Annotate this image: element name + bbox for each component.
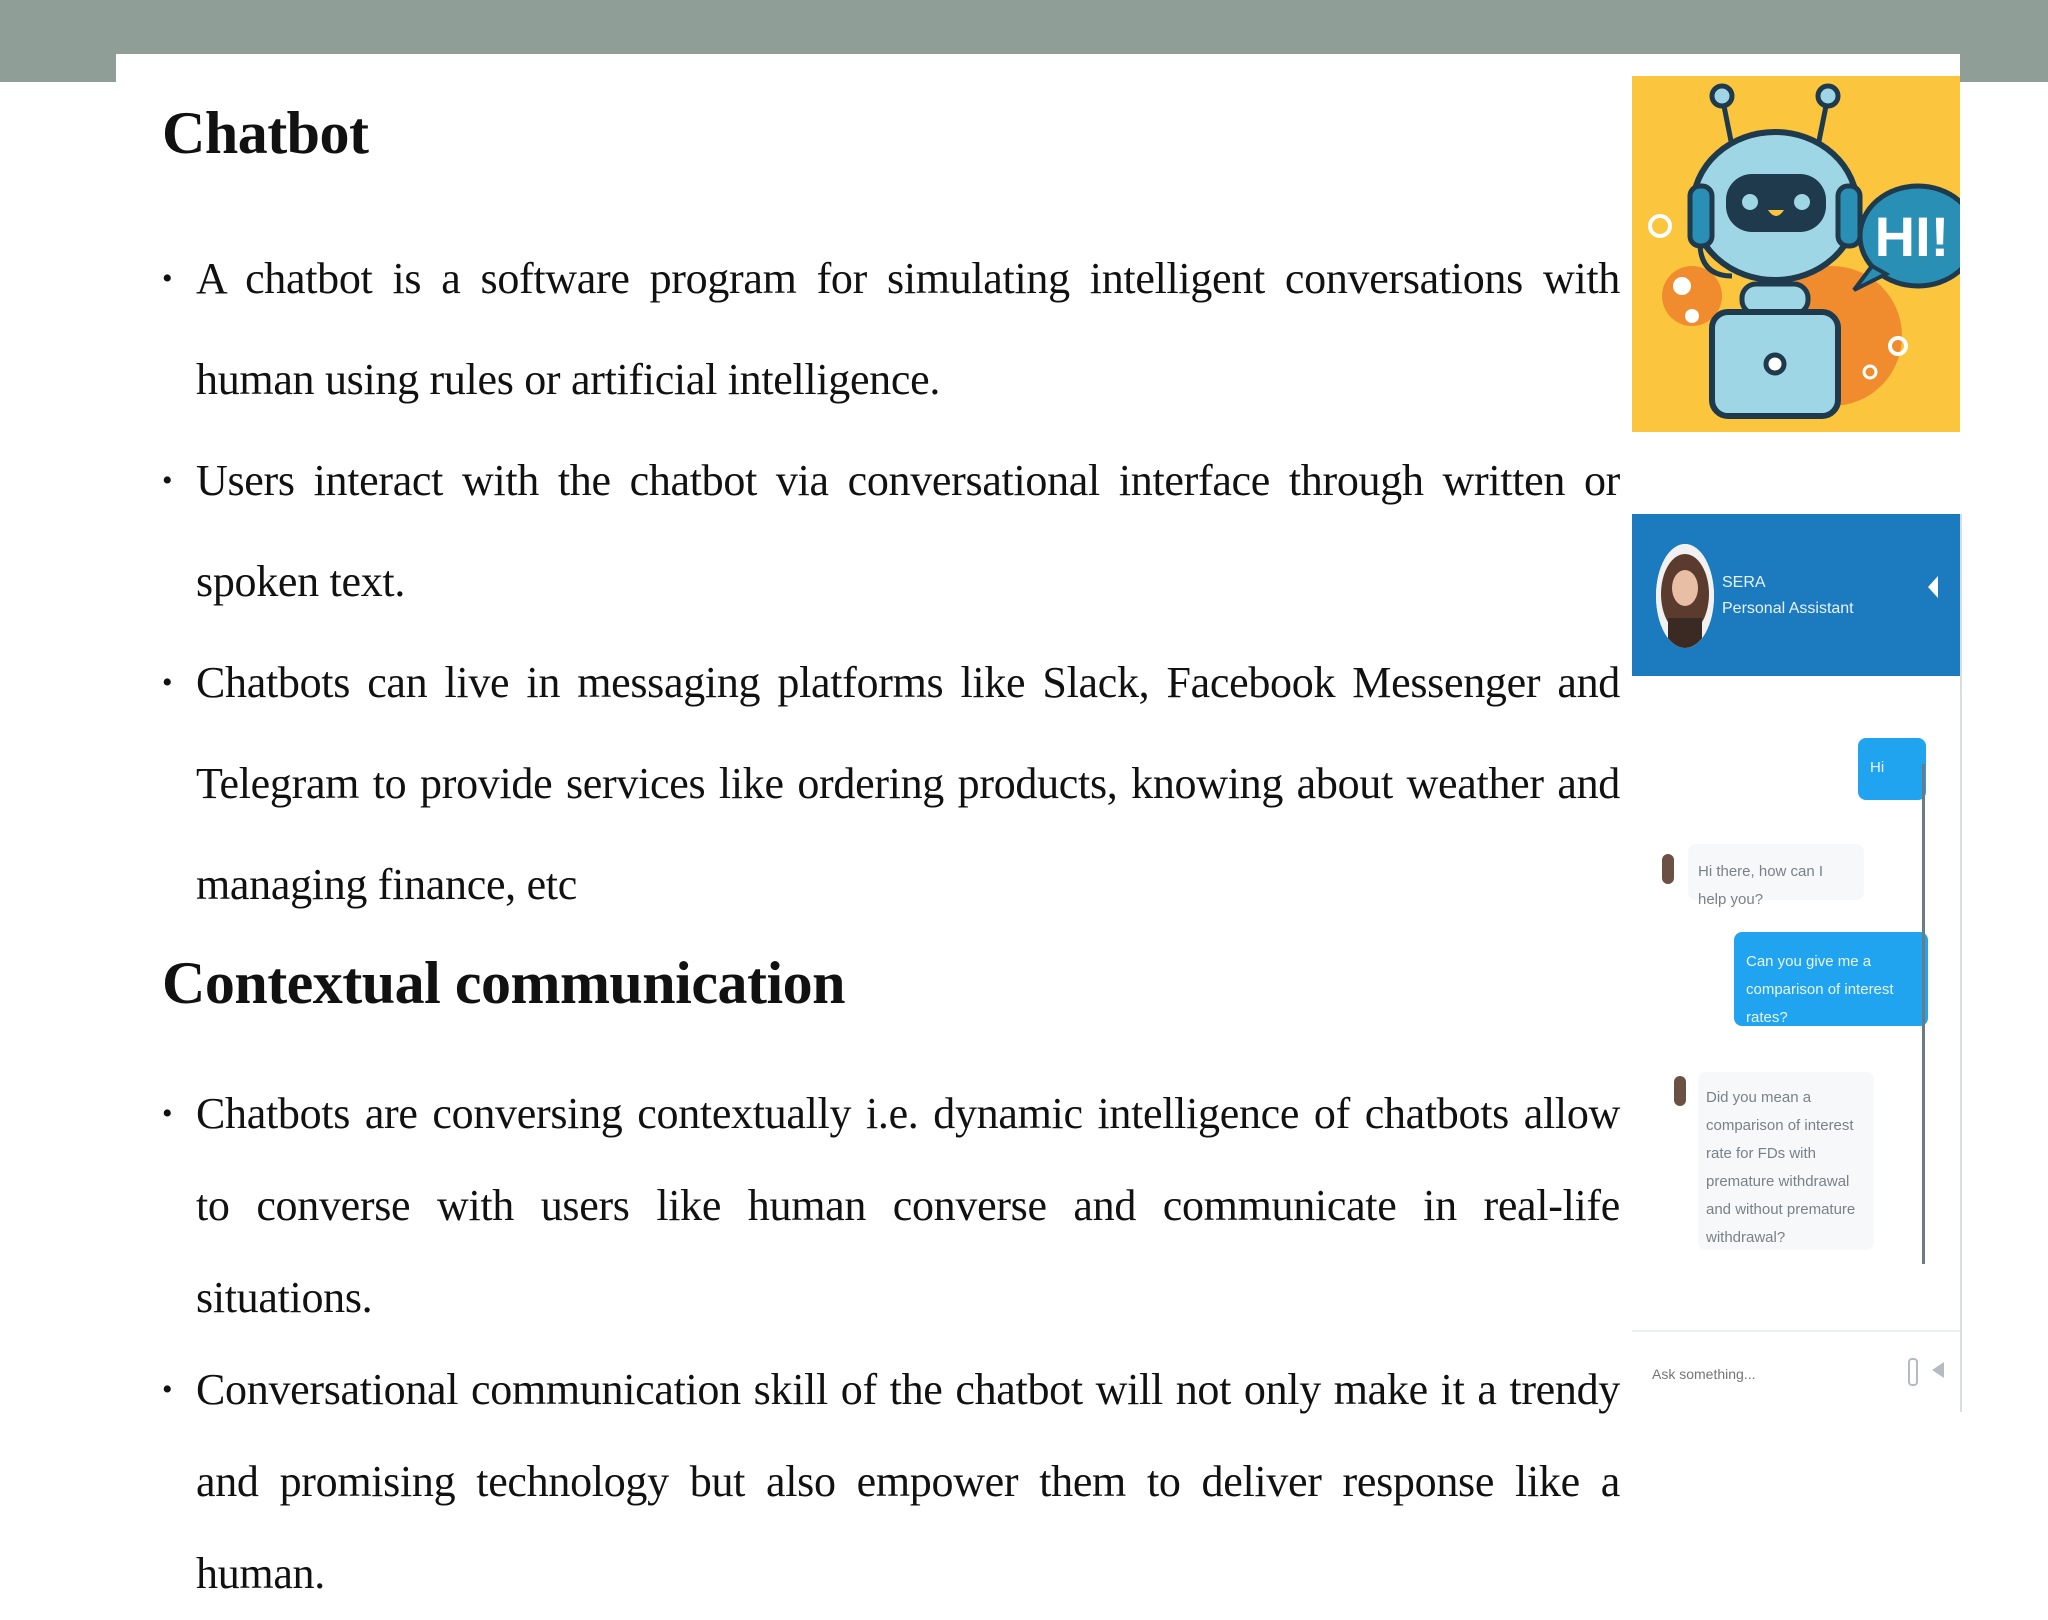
send-icon[interactable] [1932, 1362, 1944, 1378]
section-heading-chatbot: Chatbot [162, 100, 369, 166]
chat-message-input[interactable] [1650, 1358, 1874, 1390]
bullet-glyph: • [162, 464, 173, 497]
bullet-text: Users interact with the chatbot via conversational interface through written or spoken text. [196, 456, 1620, 606]
bullet-glyph: • [162, 1097, 173, 1130]
robot-illustration [1632, 76, 1960, 432]
chat-scrollbar[interactable] [1922, 764, 1925, 1264]
chat-input-bar [1632, 1330, 1960, 1412]
bot-message: Hi there, how can I help you? [1688, 844, 1864, 900]
bullet-glyph: • [162, 1373, 173, 1406]
section-heading-contextual: Contextual communication [162, 950, 845, 1016]
list-item [162, 1344, 1620, 1620]
robot-icon [1632, 76, 1960, 432]
assistant-name: SERA [1722, 574, 1766, 591]
bullet-glyph: • [162, 262, 173, 295]
bullet-text: Chatbots are conversing contextually i.e. dynamic intelligence of chatbots allow to converse with users like human converse and communicate in real-life situations. [196, 1089, 1620, 1322]
list-item [162, 228, 1620, 430]
bullet-text: A chatbot is a software program for simulating intelligent conversations with human using rules or artificial intelligence. [196, 254, 1620, 404]
assistant-avatar [1656, 544, 1714, 648]
bullet-glyph: • [162, 666, 173, 699]
bot-avatar-icon [1662, 854, 1674, 884]
speech-bubble-text: HI! [1874, 205, 1950, 268]
list-item [162, 430, 1620, 632]
chat-widget [1632, 514, 1962, 1412]
bot-avatar-icon [1674, 1076, 1686, 1106]
bot-message: Did you mean a comparison of interest rate for FDs with premature withdrawal and without premature withdrawal? [1698, 1072, 1874, 1250]
bullet-text: Conversational communication skill of the chatbot will not only make it a trendy and promising technology but also empower them to deliver response like a human. [196, 1365, 1620, 1598]
list-item [162, 632, 1620, 935]
bullet-list-chatbot [162, 228, 1620, 935]
list-item [162, 1068, 1620, 1344]
user-message: Can you give me a comparison of interest rates? [1734, 932, 1928, 1026]
bullet-list-contextual [162, 1068, 1620, 1620]
user-message: Hi [1858, 738, 1926, 800]
attach-icon[interactable] [1908, 1358, 1918, 1386]
bullet-text: Chatbots can live in messaging platforms like Slack, Facebook Messenger and Telegram to provide services like ordering products, knowing about weather and managing finance, etc [196, 658, 1620, 909]
assistant-role: Personal Assistant [1722, 600, 1854, 617]
chat-header [1632, 514, 1960, 676]
avatar-icon [1656, 544, 1714, 648]
collapse-arrow-icon[interactable] [1928, 576, 1938, 598]
